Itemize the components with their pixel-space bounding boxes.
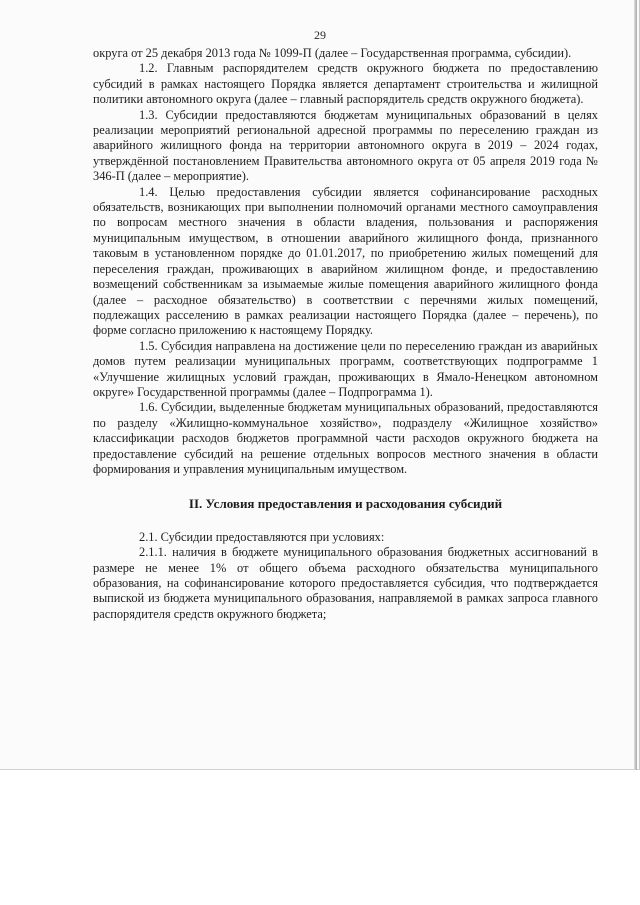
paragraph-1-5: 1.5. Субсидия направлена на достижение цели по переселению граждан из аварийных домов путем реализации муниципальных программ, соответствующих подпрограмме 1 «Улучшение жилищных условий граждан, проживающих в Ямало-Ненецком автономном округе» Государственной программы (далее – Подпрограмма 1).	[93, 338, 598, 399]
section-title: II. Условия предоставления и расходования субсидий	[188, 496, 503, 512]
paragraph-1-4: 1.4. Целью предоставления субсидии является софинансирование расходных обязательств, возникающих при выполнении полномочий органами местного самоуправления по вопросам местного значения в области владения, пользования и распоряжения муниципальным имуществом, в отношении аварийного жилищного фонда, признанного таковым в установленном порядке до 01.01.2017, по приобретению жилых помещений для переселения граждан, проживающих в аварийном жилищном фонде, и предоставлению возмещений собственникам за изымаемые жилые помещения аварийного жилищного фонда (далее – расходное обязательство) в соответствии с перечнями жилых помещений, подлежащих расселению в рамках реализации настоящего Порядка (далее – перечень), по форме согласно приложению к настоящему Порядку.	[93, 184, 598, 338]
page-number: 29	[314, 28, 326, 42]
paragraph-2-1-1: 2.1.1. наличия в бюджете муниципального образования бюджетных ассигнований в размере не менее 1% от общего объема расходного обязательства муниципального образования, на софинансирование которого предоставляется субсидия, что подтверждается выпиской из бюджета муниципального образования, направляемой в рамках запроса главного распорядителя средств окружного бюджета;	[93, 545, 598, 621]
paragraph-1-3: 1.3. Субсидии предоставляются бюджетам муниципальных образований в целях реализации мероприятий региональной адресной программы по переселению граждан из аварийного жилищного фонда на территории автономного округа в 2019 – 2024 годах, утверждённой постановлением Правительства автономного округа от 05 апреля 2019 года № 346-П (далее – мероприятие).	[93, 107, 598, 184]
scan-edge-shadow	[634, 0, 637, 770]
paragraph-1-6: 1.6. Субсидии, выделенные бюджетам муниципальных образований, предоставляются по разделу «Жилищно-коммунальное хозяйство», подразделу «Жилищное хозяйство» классификации расходов бюджетов программной части расходов окружного бюджета на предоставление субсидий на решение отдельных вопросов местного значения в области формирования и управления муниципальным имуществом.	[93, 400, 598, 476]
paragraph-2-1: 2.1. Субсидии предоставляются при условиях:	[139, 529, 385, 544]
paragraph-1-1-continuation: округа от 25 декабря 2013 года № 1099-П (далее – Государственная программа, субсидии).	[93, 46, 572, 60]
paragraph-1-2: 1.2. Главным распорядителем средств окружного бюджета по предоставлению субсидий в рамках настоящего Порядка является департамент строительства и жилищной политики автономного округа (далее – главный распорядитель средств окружного бюджета).	[93, 61, 598, 107]
document-body	[93, 46, 598, 622]
